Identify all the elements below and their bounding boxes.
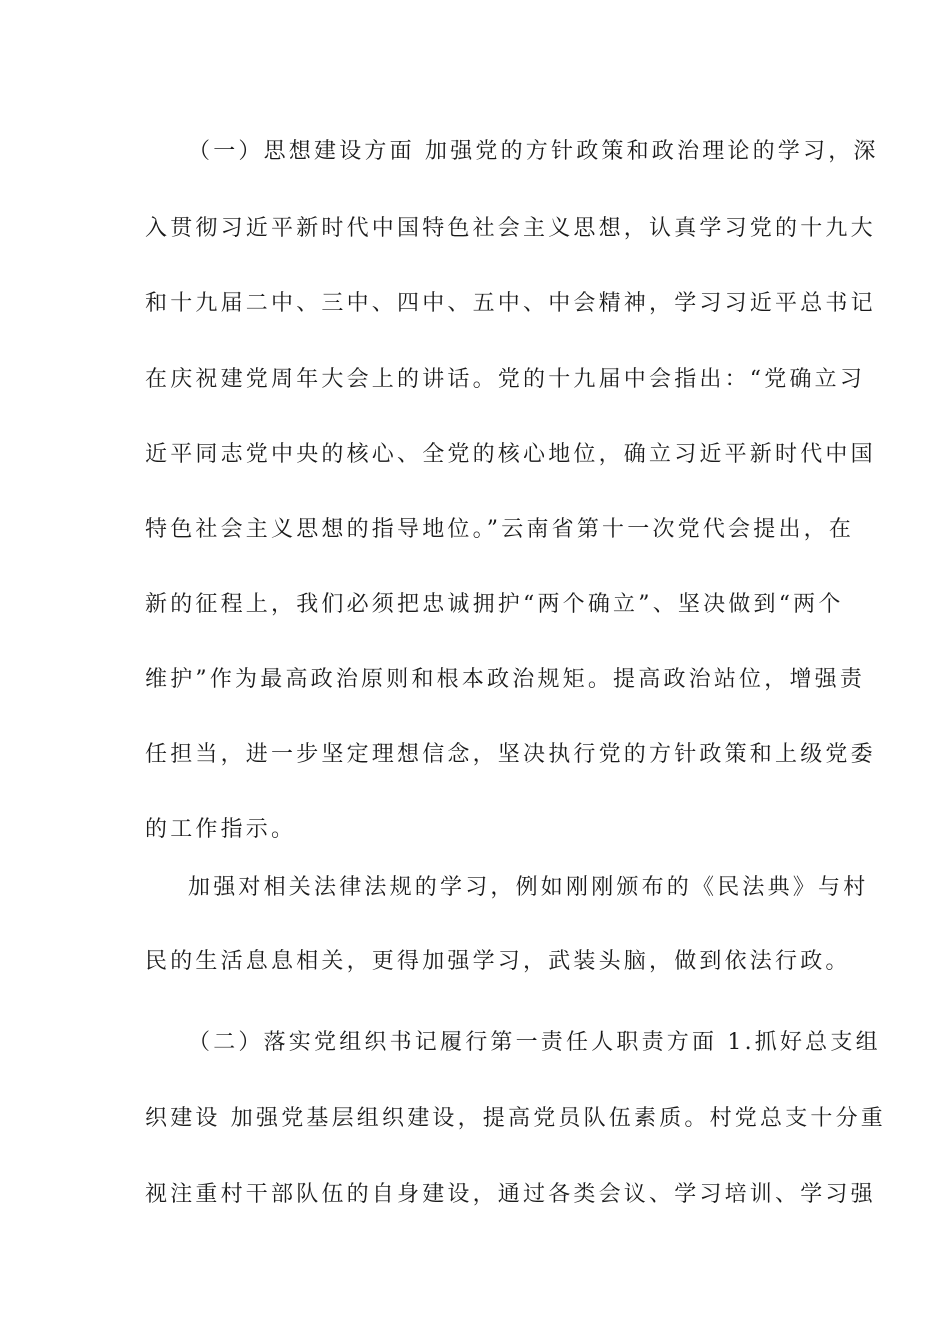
- paragraph-1-line-7: 新的征程上，我们必须把忠诚拥护“两个确立”、坚决做到“两个: [145, 592, 844, 617]
- paragraph-1-line-6: 特色社会主义思想的指导地位。”云南省第十一次党代会提出，在: [145, 517, 855, 542]
- paragraph-1-line-5: 近平同志党中央的核心、全党的核心地位，确立习近平新时代中国: [145, 442, 876, 467]
- paragraph-1-line-9: 任担当，进一步坚定理想信念，坚决执行党的方针政策和上级党委: [145, 742, 876, 767]
- paragraph-2-line-1: 加强对相关法律法规的学习，例如刚刚颁布的《民法典》与村: [188, 875, 869, 900]
- paragraph-1-line-3: 和十九届二中、三中、四中、五中、中会精神，学习习近平总书记: [145, 291, 876, 316]
- paragraph-1-line-10: 的工作指示。: [145, 817, 297, 842]
- paragraph-1-line-1: （一）思想建设方面 加强党的方针政策和政治理论的学习，深: [188, 139, 879, 164]
- paragraph-1-line-4: 在庆祝建党周年大会上的讲话。党的十九届中会指出：“党确立习: [145, 367, 866, 392]
- paragraph-3-line-3: 视注重村干部队伍的自身建设，通过各类会议、学习培训、学习强: [145, 1182, 876, 1207]
- paragraph-1-line-8: 维护”作为最高政治原则和根本政治规矩。提高政治站位，增强责: [145, 667, 866, 692]
- paragraph-3-line-2: 织建设 加强党基层组织建设，提高党员队伍素质。村党总支十分重: [145, 1106, 886, 1131]
- paragraph-1-line-2: 入贯彻习近平新时代中国特色社会主义思想，认真学习党的十九大: [145, 216, 876, 241]
- paragraph-3-line-1: （二）落实党组织书记履行第一责任人职责方面 1.抓好总支组: [188, 1030, 881, 1055]
- paragraph-2-line-2: 民的生活息息相关，更得加强学习，武装头脑，做到依法行政。: [145, 949, 851, 974]
